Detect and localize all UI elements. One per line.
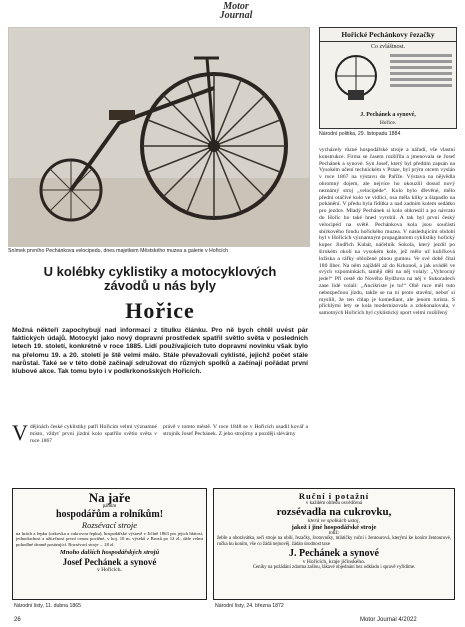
ad-rezacky: Hořické Pechánkovy řezačky Co zvláštnost. J. Pechánek a synové, Hořice.: [319, 27, 457, 129]
velocipede-photo: [8, 27, 310, 247]
ad-small-caption: Národní politika, 29. listopadu 1884: [319, 131, 401, 137]
article-column-right: vycházely různé hospodářské stroje a nářadí, vše vlastní konstrukce. Firma se časem rozšířila a jmenovala se Josef Pechánek a synové. Syn Josef, který byl předtím zapsán na Vysokém učení technickém v Praze, byl prým otcem vyslán v roce 1867 na výstavu do Paříže. Výstava na nějvědla ohromný dojem, ale nejvíce ho okouzlil dosud nový neznámý stroj „velocipéde“. Kolo bylo dřevěné, mělo přední otáčivé kolo ve vidlici, osa měla kliky a šlapadlo na pohánění. V předu byla řidítka a nad zadním kolem sedátko pro jezdce. Mladý Pechánek si kolo obkreslil a po návratu do Hořic ho také hned vyrobil. A tak byl první český velocipéd na světě. Pechánkova kola jsou součástí sbírkového fondu hořického muzea. V následujícím období byl v Hořicích významným propagátorem cyklistiky hořický kupec Jindřich Kubát, náčelník Sokola, který jezdil po širokém okolí na vysokém kole, jež mělo už kuličková ložiska a ráfky obložené plnou gumou. Ve své době čítal 180 liber. Na něm zajížděl až do Krkonoš, a jak uváděl ve svých vzpomínkách, taměji děti na něj volaly: „Vyhrocný jede!“ Při cestě do Nového Bydžova na něj v Sukoradech zase lidé volali: „Ancikriste je tu!“ Obě ruce měl tuto nebezpečnou jízdu, takže se na ni proto stavění, neboť si myslili, že ten chlap je komediant, ale jenom turista. S příchlými lety se kola modernizovala a zdokonalovala, v samotných Hořicích byl cyklistický sport velmi rozšířený: [319, 147, 455, 317]
chaff-cutter-illustration: [326, 50, 386, 102]
article-title: U kolébky cyklistiky a motocyklových závodů u nás byly: [43, 264, 277, 293]
ad2-caption: Národní listy, 24. března 1872: [215, 603, 284, 609]
magazine-logo: Motor Journal: [219, 1, 253, 21]
article-title-main: Hořice: [125, 298, 195, 323]
ad1-caption: Národní listy, 11. dubna 1865: [14, 603, 81, 609]
photo-caption: Snímek prvního Pechánkova velocipedu, dnes majetkem Městského muzea a galerie v Hořicích: [8, 248, 229, 254]
article-column-2: právě v tomto městě. V roce 1848 se v Hořicích usadil kovář a strojník Josef Pechánek. Z jeho strojírny a později slévárny: [163, 424, 308, 437]
magazine-issue: Motor Journal 4/2022: [360, 617, 417, 623]
page-number: 26: [14, 617, 21, 623]
ad-na-jare: Na jaře pánům hospodářům a rolníkům! Rozsévací stroje na hrách a řepku (ozkovka a cukrovou řepku), hospodářské výstavě v Jičíně 1863 pro jejich hbitost, jednoduchost a užitečnost první cenou poctěné, v hoj. 10 m. výseků z Brozů po 12 zl., dále velmi pohodlné deamě posázující. Rozsévací stroje ... 28 zl. Mnoho dalších hospodářských strojů Josef Pechánek a synové v Hořicích.: [12, 488, 207, 600]
article-column-1: Vdějinách české cyklistiky patří Hořicím velmi významné místo, vždyť první jízdní kolo spatřilo světlo světa v roce 1867: [12, 420, 157, 445]
article-lead: Možná někteří zapochybují nad informací z titulku článku. Pro ně bych chtěl uvést pár faktických údajů. Motocykl jako nový dopravní prostředek spatřil světlo světa v posledních letech 19. století, konkrétně v roce 1885. Lidí používajících tuto dopravní novinku však bylo na přelomu 19. a 20. století je ště velmi málo. Stále převažovali cyklisté, jejichž počet stále narůstal. Také se v této době začínají sdružovat do různých spolků a začínají pořádat první klubové akce. Tak tomu bylo i v podkrkonošských Hořicích.: [12, 327, 308, 376]
ad-rozsevadla: Ruční i potažní v každém ohledu osvědčená rozsévadla na cukrovku, která ve spolkách ustoj, jakož i jiné hospodářské stroje totiž: žebře a oborávátka, sečí stroje na obilí, řezačky, šrotovníky, mlátičky ruční i žentourová, kterými ke koním žentourové, ručka ku koním, vše co žádá nejnověj. žádán úrodnost taxe J. Pechánek a synové v Hořicích, kraje jičínského. Ceníky na požádání zdarma zašlou, lákavé objednání bez odkladu i spravě vyřídíme.: [213, 488, 455, 600]
dropcap: V: [12, 420, 28, 445]
